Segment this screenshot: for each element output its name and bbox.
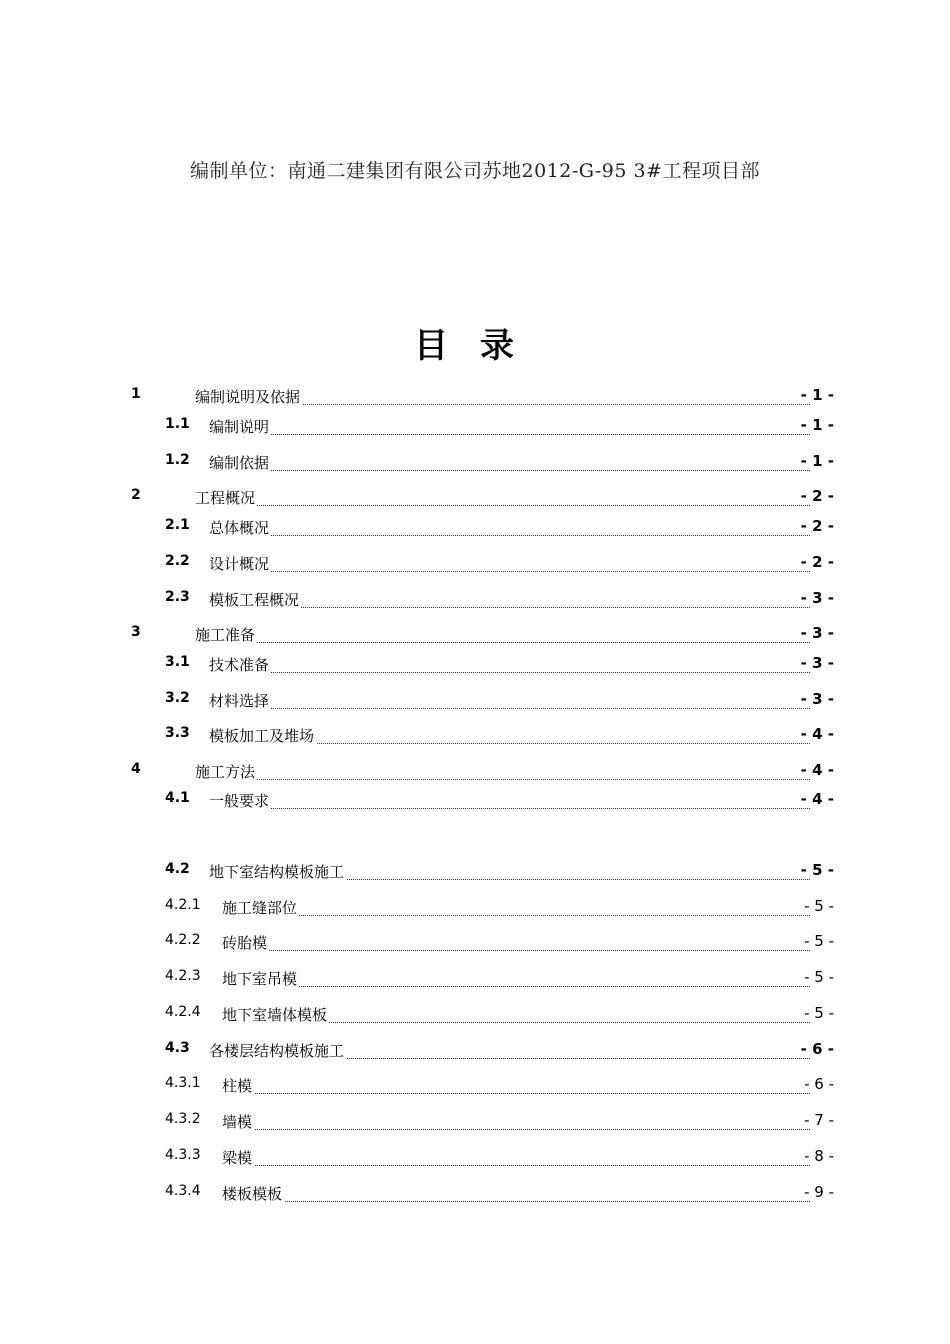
toc-entry-label: 施工缝部位 [222, 899, 298, 917]
toc-entry-number: 4 [131, 761, 141, 777]
toc-entry[interactable] [0, 1183, 950, 1207]
toc-leader-dots [209, 517, 810, 536]
toc-entry[interactable] [0, 654, 950, 678]
toc-entry[interactable] [0, 690, 950, 714]
toc-entry[interactable] [0, 386, 950, 410]
toc-entry[interactable] [0, 861, 950, 885]
toc-entry-label: 地下室吊模 [222, 970, 298, 988]
toc-entry[interactable] [0, 725, 950, 749]
toc-entry-page: - 3 - [800, 624, 834, 642]
toc-entry-page: - 1 - [800, 452, 834, 470]
toc-entry-number: 1 [131, 386, 141, 402]
toc-entry-page: - 6 - [800, 1040, 834, 1058]
toc-leader-dots [209, 553, 810, 572]
toc-entry-number: 3.3 [165, 725, 190, 741]
toc-entry-page: - 5 - [804, 968, 834, 986]
toc-entry-number: 4.2.4 [165, 1004, 201, 1020]
toc-entry[interactable] [0, 932, 950, 956]
toc-entry-label: 模板加工及堆场 [209, 727, 315, 745]
toc-entry-number: 1.2 [165, 452, 190, 468]
toc-entry-number: 2 [131, 487, 141, 503]
organization-line: 编制单位：南通二建集团有限公司苏地2012-G-95 3#工程项目部 [190, 160, 760, 182]
toc-entry-number: 4.3.3 [165, 1147, 201, 1163]
toc-entry[interactable] [0, 761, 950, 785]
toc-entry[interactable] [0, 487, 950, 511]
toc-entry[interactable] [0, 416, 950, 440]
toc-entry-page: - 3 - [800, 654, 834, 672]
toc-entry-label: 一般要求 [209, 792, 270, 810]
toc-entry-page: - 1 - [800, 386, 834, 404]
toc-entry-label: 梁模 [222, 1149, 253, 1167]
toc-entry-number: 4.1 [165, 790, 190, 806]
toc-entry-label: 地下室墙体模板 [222, 1006, 328, 1024]
toc-leader-dots [222, 1111, 810, 1130]
toc-entry-label: 设计概况 [209, 555, 270, 573]
toc-entry-number: 4.2.1 [165, 897, 201, 913]
toc-entry-number: 4.2.2 [165, 932, 201, 948]
toc-entry-label: 编制说明及依据 [195, 388, 301, 406]
toc-entry-page: - 4 - [800, 725, 834, 743]
toc-entry-label: 楼板模板 [222, 1185, 283, 1203]
toc-entry-number: 1.1 [165, 416, 190, 432]
toc-entry-number: 3 [131, 624, 141, 640]
toc-leader-dots [222, 1147, 810, 1166]
toc-entry-page: - 2 - [800, 487, 834, 505]
toc-entry-page: - 5 - [804, 932, 834, 950]
toc-entry-page: - 8 - [804, 1147, 834, 1165]
toc-entry-page: - 3 - [800, 589, 834, 607]
toc-entry-label: 编制依据 [209, 454, 270, 472]
toc-entry[interactable] [0, 1040, 950, 1064]
toc-entry[interactable] [0, 1111, 950, 1135]
toc-entry[interactable] [0, 553, 950, 577]
toc-entry-number: 2.2 [165, 553, 190, 569]
toc-leader-dots [222, 932, 810, 951]
toc-leader-dots [195, 487, 810, 506]
toc-entry[interactable] [0, 624, 950, 648]
toc-entry-page: - 2 - [800, 553, 834, 571]
toc-entry-label: 柱模 [222, 1077, 253, 1095]
toc-entry[interactable] [0, 897, 950, 921]
toc-leader-dots [222, 1075, 810, 1094]
toc-title: 目录 [414, 326, 546, 366]
toc-entry-label: 材料选择 [209, 692, 270, 710]
toc-entry-page: - 1 - [800, 416, 834, 434]
toc-leader-dots [209, 790, 810, 809]
toc-entry-number: 2.1 [165, 517, 190, 533]
toc-entry-label: 墙模 [222, 1113, 253, 1131]
toc-entry-page: - 5 - [804, 897, 834, 915]
toc-entry[interactable] [0, 1004, 950, 1028]
toc-entry-label: 施工准备 [195, 626, 256, 644]
toc-entry-page: - 5 - [800, 861, 834, 879]
toc-entry[interactable] [0, 589, 950, 613]
toc-leader-dots [209, 654, 810, 673]
toc-entry-label: 地下室结构模板施工 [209, 863, 345, 881]
toc-entry-page: - 7 - [804, 1111, 834, 1129]
toc-leader-dots [209, 690, 810, 709]
toc-entry[interactable] [0, 1147, 950, 1171]
toc-entry-number: 3.2 [165, 690, 190, 706]
toc-entry-page: - 9 - [804, 1183, 834, 1201]
toc-entry-label: 砖胎模 [222, 934, 268, 952]
toc-entry[interactable] [0, 790, 950, 814]
toc-entry-label: 各楼层结构模板施工 [209, 1042, 345, 1060]
toc-leader-dots [222, 968, 810, 987]
toc-entry-page: - 4 - [800, 761, 834, 779]
toc-entry-page: - 3 - [800, 690, 834, 708]
toc-leader-dots [222, 897, 810, 916]
toc-entry-label: 工程概况 [195, 489, 256, 507]
toc-leader-dots [195, 761, 810, 780]
toc-entry[interactable] [0, 968, 950, 992]
toc-entry-number: 4.3.4 [165, 1183, 201, 1199]
toc-entry[interactable] [0, 517, 950, 541]
toc-leader-dots [222, 1183, 810, 1202]
toc-entry-number: 4.2.3 [165, 968, 201, 984]
toc-entry-label: 模板工程概况 [209, 591, 300, 609]
toc-entry[interactable] [0, 452, 950, 476]
toc-entry-label: 编制说明 [209, 418, 270, 436]
toc-leader-dots [209, 416, 810, 435]
toc-entry-label: 总体概况 [209, 519, 270, 537]
toc-entry-number: 4.2 [165, 861, 190, 877]
toc-leader-dots [195, 624, 810, 643]
toc-entry-number: 4.3.1 [165, 1075, 201, 1091]
toc-entry-number: 4.3 [165, 1040, 190, 1056]
toc-entry-label: 施工方法 [195, 763, 256, 781]
toc-entry-page: - 5 - [804, 1004, 834, 1022]
toc-entry-number: 2.3 [165, 589, 190, 605]
toc-entry[interactable] [0, 1075, 950, 1099]
toc-entry-page: - 4 - [800, 790, 834, 808]
toc-leader-dots [209, 452, 810, 471]
toc-entry-number: 4.3.2 [165, 1111, 201, 1127]
toc-entry-number: 3.1 [165, 654, 190, 670]
toc-entry-label: 技术准备 [209, 656, 270, 674]
toc-entry-page: - 6 - [804, 1075, 834, 1093]
toc-entry-page: - 2 - [800, 517, 834, 535]
